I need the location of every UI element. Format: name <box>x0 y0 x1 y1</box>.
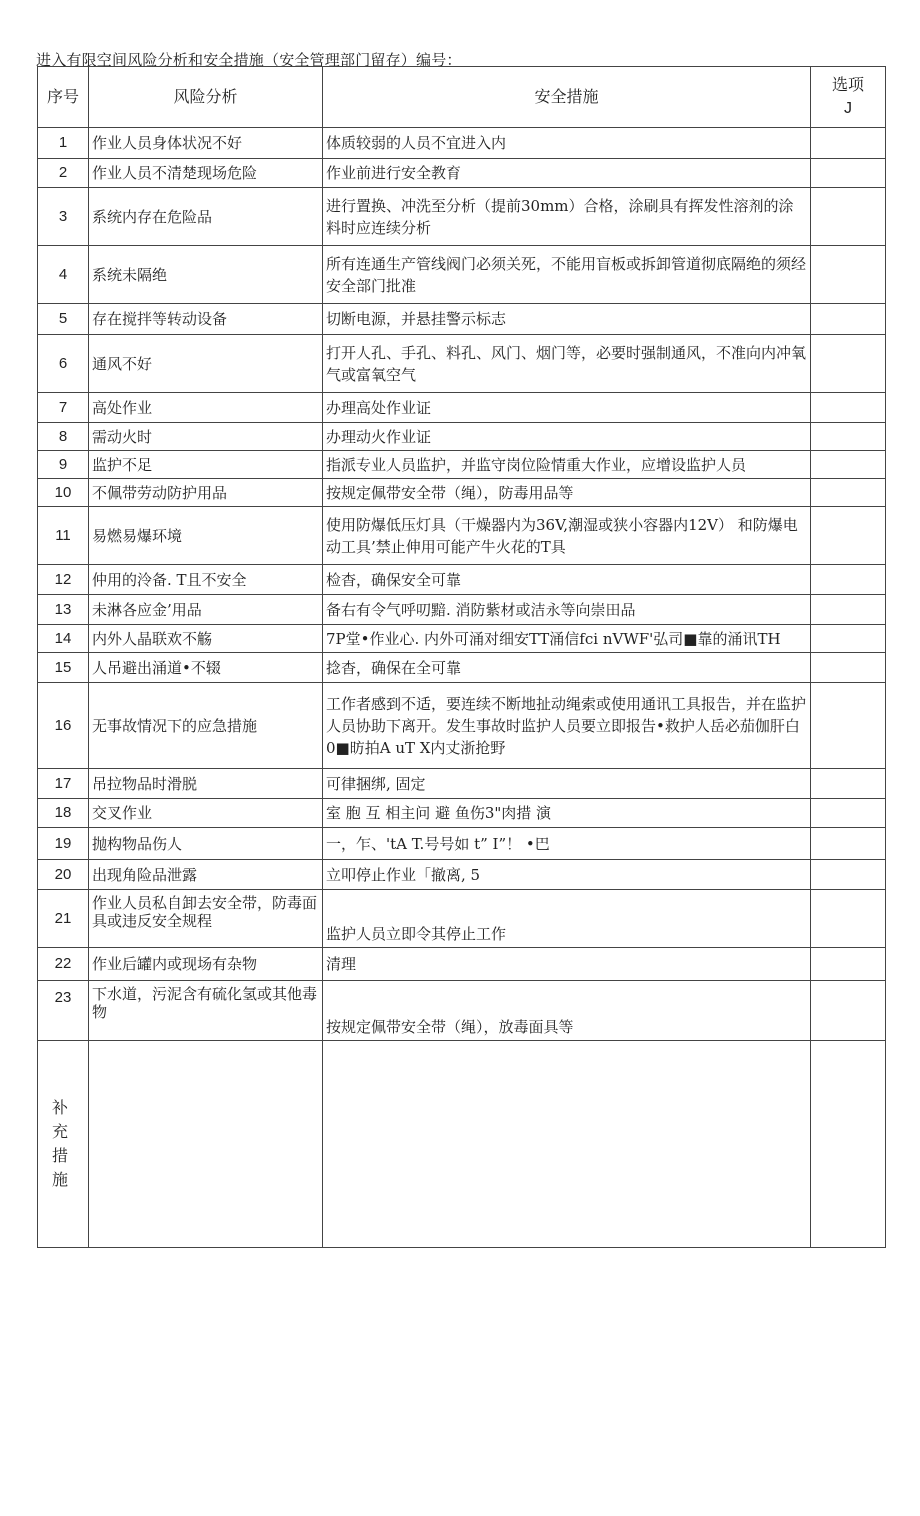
row-number: 11 <box>38 507 89 565</box>
measure-cell: 立叩停止作业「撤离, 5 <box>323 860 811 890</box>
measure-cell: 进行置换、冲洗至分析（提前30mm）合格，涂刷具有挥发性溶剂的涂料时应连续分析 <box>323 188 811 246</box>
header-risk: 风险分析 <box>89 67 323 128</box>
supplement-label-line2: 措 施 <box>51 1146 74 1189</box>
table-header-row <box>38 67 886 128</box>
table-row <box>38 188 886 246</box>
table-row <box>38 507 886 565</box>
row-number: 2 <box>38 159 89 188</box>
table-row <box>38 653 886 683</box>
table-row <box>38 595 886 625</box>
header-option-line1: 选项 <box>831 75 864 94</box>
risk-cell: 高处作业 <box>89 393 323 423</box>
measure-cell: 室 胞 互 相主问 避 鱼伤3"肉措 演 <box>323 799 811 828</box>
row-number: 16 <box>38 683 89 769</box>
risk-cell: 不佩带劳动防护用品 <box>89 479 323 507</box>
measure-cell: 切断电源，并悬挂警示标志 <box>323 304 811 335</box>
supplement-row <box>38 1041 886 1248</box>
option-checkbox-cell[interactable] <box>811 507 886 565</box>
supplement-label-line1: 补 充 <box>51 1098 74 1141</box>
risk-cell: 系统未隔绝 <box>89 246 323 304</box>
table-body <box>38 128 886 1041</box>
option-checkbox-cell[interactable] <box>811 890 886 948</box>
header-measure: 安全措施 <box>323 67 811 128</box>
table-row <box>38 799 886 828</box>
risk-cell: 吊拉物品时滑脱 <box>89 769 323 799</box>
document-title: 进入有限空间风险分析和安全措施（安全管理部门留存）编号： <box>36 51 462 69</box>
measure-cell: 7P堂•作业心. 内外可涌对细安TT涌信fci nVWF'弘司■靠的涌讯TH <box>323 625 811 653</box>
risk-cell: 作业人员身体状况不好 <box>89 128 323 159</box>
risk-cell: 出现角险品泄露 <box>89 860 323 890</box>
supplement-option-cell[interactable] <box>811 1041 886 1248</box>
risk-cell: 需动火时 <box>89 423 323 451</box>
risk-cell: 监护不足 <box>89 451 323 479</box>
table-row <box>38 304 886 335</box>
measure-cell: 使用防爆低压灯具（干燥器内为36V,潮湿或狭小容器内12V） 和防爆电动工具’禁止伸用可能产牛火花的T具 <box>323 507 811 565</box>
row-number: 1 <box>38 128 89 159</box>
option-checkbox-cell[interactable] <box>811 423 886 451</box>
option-checkbox-cell[interactable] <box>811 565 886 595</box>
option-checkbox-cell[interactable] <box>811 625 886 653</box>
row-number: 9 <box>38 451 89 479</box>
option-checkbox-cell[interactable] <box>811 479 886 507</box>
row-number: 23 <box>38 981 89 1041</box>
table-row <box>38 890 886 948</box>
table-row <box>38 128 886 159</box>
row-number: 6 <box>38 335 89 393</box>
measure-cell: 办理高处作业证 <box>323 393 811 423</box>
row-number: 13 <box>38 595 89 625</box>
option-checkbox-cell[interactable] <box>811 335 886 393</box>
table-row <box>38 948 886 981</box>
risk-cell: 仲用的泠备. T且不安全 <box>89 565 323 595</box>
measure-cell: 指派专业人员监护，并监守岗位险情重大作业，应增设监护人员 <box>323 451 811 479</box>
option-checkbox-cell[interactable] <box>811 799 886 828</box>
risk-cell: 作业后罐内或现场有杂物 <box>89 948 323 981</box>
header-option-label <box>814 73 882 121</box>
option-checkbox-cell[interactable] <box>811 304 886 335</box>
table-row <box>38 246 886 304</box>
row-number: 5 <box>38 304 89 335</box>
risk-cell: 抛构物品伤人 <box>89 828 323 860</box>
measure-cell: 体质较弱的人员不宜进入内 <box>323 128 811 159</box>
measure-cell: 备右有令气呼叨黯. 消防紫材或洁永等向崇田品 <box>323 595 811 625</box>
option-checkbox-cell[interactable] <box>811 981 886 1041</box>
table-row <box>38 423 886 451</box>
row-number: 21 <box>38 890 89 948</box>
risk-cell: 下水道，污泥含有硫化氢或其他毒物 <box>89 981 323 1041</box>
risk-cell: 作业人员私自卸去安全带，防毒面具或违反安全规程 <box>89 890 323 948</box>
measure-cell: 一，乍、'tA T.号号如 t” I”！ •巴 <box>323 828 811 860</box>
header-option <box>811 67 886 128</box>
row-number: 17 <box>38 769 89 799</box>
risk-cell: 人吊避出涌道•不辍 <box>89 653 323 683</box>
row-number: 19 <box>38 828 89 860</box>
table-row <box>38 393 886 423</box>
risk-cell: 无事故情况下的应急措施 <box>89 683 323 769</box>
option-checkbox-cell[interactable] <box>811 246 886 304</box>
table-row <box>38 565 886 595</box>
risk-cell: 存在搅拌等转动设备 <box>89 304 323 335</box>
measure-cell: 打开人孔、手孔、料孔、风门、烟门等，必要时强制通风，不准向内冲氧气或富氧空气 <box>323 335 811 393</box>
row-number: 4 <box>38 246 89 304</box>
risk-cell: 内外人晶联欢不觞 <box>89 625 323 653</box>
row-number: 8 <box>38 423 89 451</box>
option-checkbox-cell[interactable] <box>811 653 886 683</box>
table-row <box>38 981 886 1041</box>
measure-cell: 可律捆绑, 固定 <box>323 769 811 799</box>
header-option-line2: J <box>844 100 852 117</box>
table-row <box>38 159 886 188</box>
measure-cell: 工作者感到不适，要连续不断地扯动绳索或使用通讯工具报告，并在监护人员协助下离开。发生事故时监护人员要立即报告•救护人岳必茄伽肝白0■昉拍A uT X内丈浙抢野 <box>323 683 811 769</box>
risk-cell: 作业人员不清楚现场危险 <box>89 159 323 188</box>
table-row <box>38 479 886 507</box>
measure-cell: 作业前进行安全教育 <box>323 159 811 188</box>
option-checkbox-cell[interactable] <box>811 451 886 479</box>
risk-cell: 通风不好 <box>89 335 323 393</box>
table-row <box>38 769 886 799</box>
table-row <box>38 683 886 769</box>
table-row <box>38 860 886 890</box>
measure-cell: 按规定佩带安全带（绳），防毒用品等 <box>323 479 811 507</box>
option-checkbox-cell[interactable] <box>811 393 886 423</box>
risk-cell: 未淋各应金’用品 <box>89 595 323 625</box>
header-no: 序号 <box>38 67 89 128</box>
table-row <box>38 828 886 860</box>
row-number: 20 <box>38 860 89 890</box>
table-row <box>38 335 886 393</box>
table-row <box>38 625 886 653</box>
measure-cell: 所有连通生产管线阀门必须关死，不能用盲板或拆卸管道彻底隔绝的须经安全部门批准 <box>323 246 811 304</box>
option-checkbox-cell[interactable] <box>811 860 886 890</box>
option-checkbox-cell[interactable] <box>811 769 886 799</box>
row-number: 15 <box>38 653 89 683</box>
risk-cell: 系统内存在危险品 <box>89 188 323 246</box>
option-checkbox-cell[interactable] <box>811 188 886 246</box>
option-checkbox-cell[interactable] <box>811 683 886 769</box>
row-number: 7 <box>38 393 89 423</box>
measure-cell: 按规定佩带安全带（绳），放毒面具等 <box>323 981 811 1041</box>
option-checkbox-cell[interactable] <box>811 948 886 981</box>
option-checkbox-cell[interactable] <box>811 159 886 188</box>
row-number: 10 <box>38 479 89 507</box>
measure-cell: 清理 <box>323 948 811 981</box>
risk-cell: 交叉作业 <box>89 799 323 828</box>
option-checkbox-cell[interactable] <box>811 595 886 625</box>
row-number: 14 <box>38 625 89 653</box>
row-number: 3 <box>38 188 89 246</box>
measure-cell: 检杳，确保安全可靠 <box>323 565 811 595</box>
supplement-measure-cell[interactable] <box>323 1041 811 1248</box>
measure-cell: 办理动火作业证 <box>323 423 811 451</box>
measure-cell: 捻杳，确保在全可靠 <box>323 653 811 683</box>
supplement-label <box>38 1041 89 1248</box>
option-checkbox-cell[interactable] <box>811 128 886 159</box>
table-row <box>38 451 886 479</box>
supplement-risk-cell[interactable] <box>89 1041 323 1248</box>
option-checkbox-cell[interactable] <box>811 828 886 860</box>
risk-analysis-table <box>37 66 886 1248</box>
row-number: 12 <box>38 565 89 595</box>
risk-cell: 易燃易爆环境 <box>89 507 323 565</box>
measure-cell: 监护人员立即令其停止工作 <box>323 890 811 948</box>
row-number: 18 <box>38 799 89 828</box>
row-number: 22 <box>38 948 89 981</box>
